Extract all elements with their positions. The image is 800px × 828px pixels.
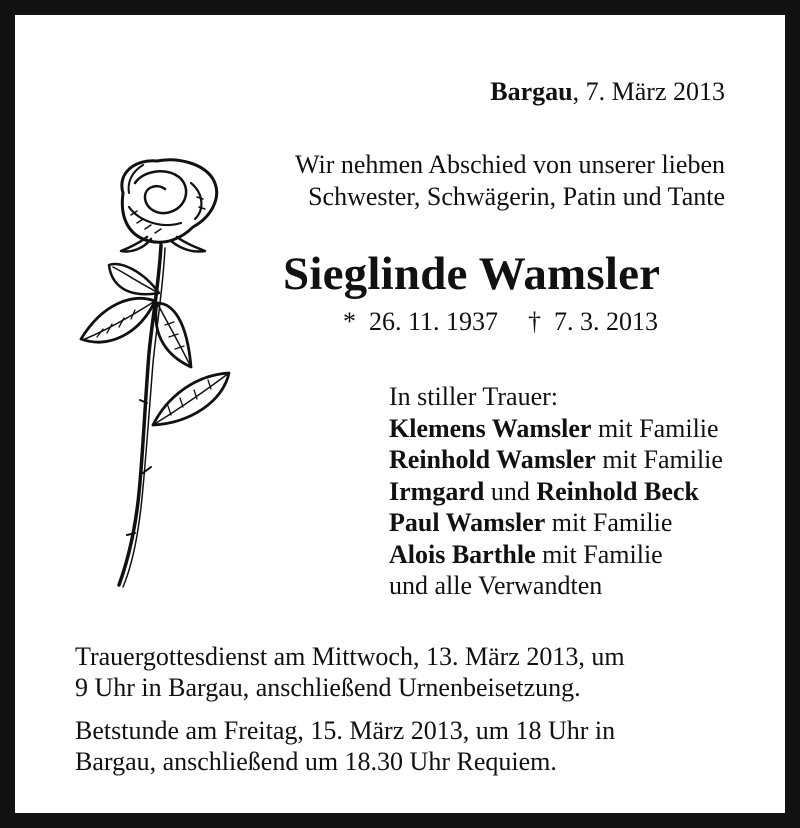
place-date [490,77,725,107]
place: Bargau [490,77,573,106]
mourners-block [389,381,723,602]
mourner-name: Klemens Wamsler [389,413,592,443]
service-line: 9 Uhr in Bargau, anschließend Urnenbeisetzung. [75,673,581,702]
birth-symbol: * [343,307,356,336]
mourner-line [389,476,723,508]
intro-line: Wir nehmen Abschied von unserer lieben [295,150,725,179]
mourner-name: Paul Wamsler [389,508,546,537]
funeral-service [75,641,755,703]
mourner-name: Alois Barthle [389,539,536,569]
mourner-line [389,507,723,539]
prayer-service [75,715,755,777]
mourner-suffix: mit Familie [545,508,673,537]
date: , 7. März 2013 [572,77,725,106]
birth-date: 26. 11. 1937 [369,307,499,336]
mourner-name: Reinhold Beck [536,476,699,506]
mourner-suffix: mit Familie [535,539,663,569]
mourner-suffix: mit Familie [591,413,719,443]
intro-text [205,149,725,213]
service-line: Trauergottesdienst am Mittwoch, 13. März 2013, um [75,642,625,671]
mourning-heading: In stiller Trauer: [389,382,558,411]
death-symbol: † [528,307,542,336]
service-line: Bargau, anschließend um 18.30 Uhr Requiem. [75,747,557,776]
mourner-suffix: mit Familie [595,445,723,474]
mourner-line [389,539,723,571]
deceased-name: Sieglinde Wamsler [283,248,661,300]
mourner-name: Reinhold Wamsler [389,445,596,474]
mourner-conjunction: und [484,476,537,506]
service-info [75,641,755,789]
rose-icon [73,153,243,593]
rose-bloom-petal [135,171,186,213]
rose-stem [119,245,161,585]
rose-bloom-petal [191,183,201,219]
life-dates [343,307,658,337]
intro-line: Schwester, Schwägerin, Patin und Tante [308,182,725,211]
mourner-line [389,444,723,476]
death-date: 7. 3. 2013 [554,307,659,336]
closing-line: und alle Verwandten [389,571,603,600]
mourner-name: Irmgard [389,476,485,506]
service-line: Betstunde am Freitag, 15. März 2013, um 18 Uhr in [75,716,616,745]
mourner-line [389,413,723,445]
